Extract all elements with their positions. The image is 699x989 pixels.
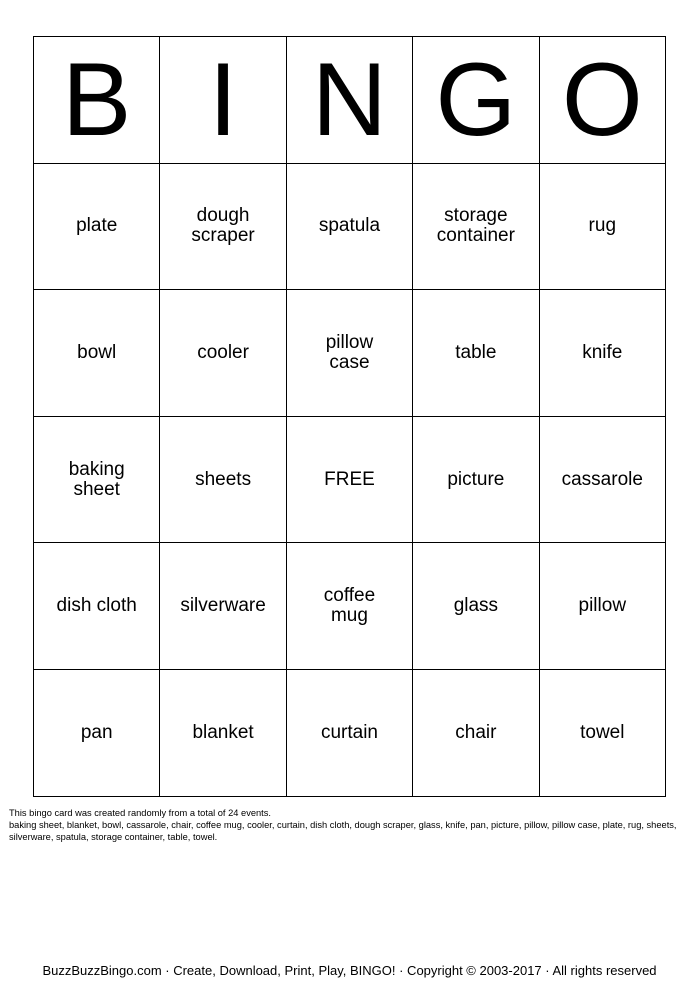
bingo-row [34, 416, 666, 543]
bingo-cell: spatula [286, 163, 412, 290]
bingo-cell: rug [539, 163, 665, 290]
header-letter-i: I [160, 37, 286, 164]
bingo-cell: bowl [34, 290, 160, 417]
bingo-cell: plate [34, 163, 160, 290]
bingo-cell: coffee mug [286, 543, 412, 670]
bingo-cell: curtain [286, 669, 412, 796]
bingo-card [33, 36, 666, 797]
bingo-row [34, 163, 666, 290]
bingo-cell: pillow case [286, 290, 412, 417]
header-letter-n: N [286, 37, 412, 164]
bingo-cell: pillow [539, 543, 665, 670]
bingo-cell: storage container [413, 163, 539, 290]
bingo-free-cell: FREE [286, 416, 412, 543]
bingo-cell: cassarole [539, 416, 665, 543]
card-info [9, 807, 691, 843]
bingo-cell: silverware [160, 543, 286, 670]
header-letter-b: B [34, 37, 160, 164]
bingo-cell: picture [413, 416, 539, 543]
bingo-cell: pan [34, 669, 160, 796]
bingo-cell: blanket [160, 669, 286, 796]
bingo-cell: chair [413, 669, 539, 796]
bingo-cell: cooler [160, 290, 286, 417]
card-info-summary: This bingo card was created randomly from a total of 24 events. [9, 808, 271, 818]
bingo-row [34, 669, 666, 796]
bingo-header-row [34, 37, 666, 164]
bingo-row [34, 290, 666, 417]
header-letter-g: G [413, 37, 539, 164]
bingo-cell: sheets [160, 416, 286, 543]
site-footer: BuzzBuzzBingo.com · Create, Download, Print, Play, BINGO! · Copyright © 2003-2017 · All rights reserved [42, 963, 657, 978]
bingo-cell: glass [413, 543, 539, 670]
bingo-row [34, 543, 666, 670]
bingo-cell: towel [539, 669, 665, 796]
card-info-events: baking sheet, blanket, bowl, cassarole, chair, coffee mug, cooler, curtain, dish cloth, dough scraper, glass, knife, pan, picture, pillow, pillow case, plate, rug, sheets, silverware, spatula, storage container, table, towel. [9, 820, 677, 842]
bingo-cell: knife [539, 290, 665, 417]
bingo-cell: table [413, 290, 539, 417]
bingo-cell: baking sheet [34, 416, 160, 543]
bingo-cell: dough scraper [160, 163, 286, 290]
header-letter-o: O [539, 37, 665, 164]
bingo-cell: dish cloth [34, 543, 160, 670]
